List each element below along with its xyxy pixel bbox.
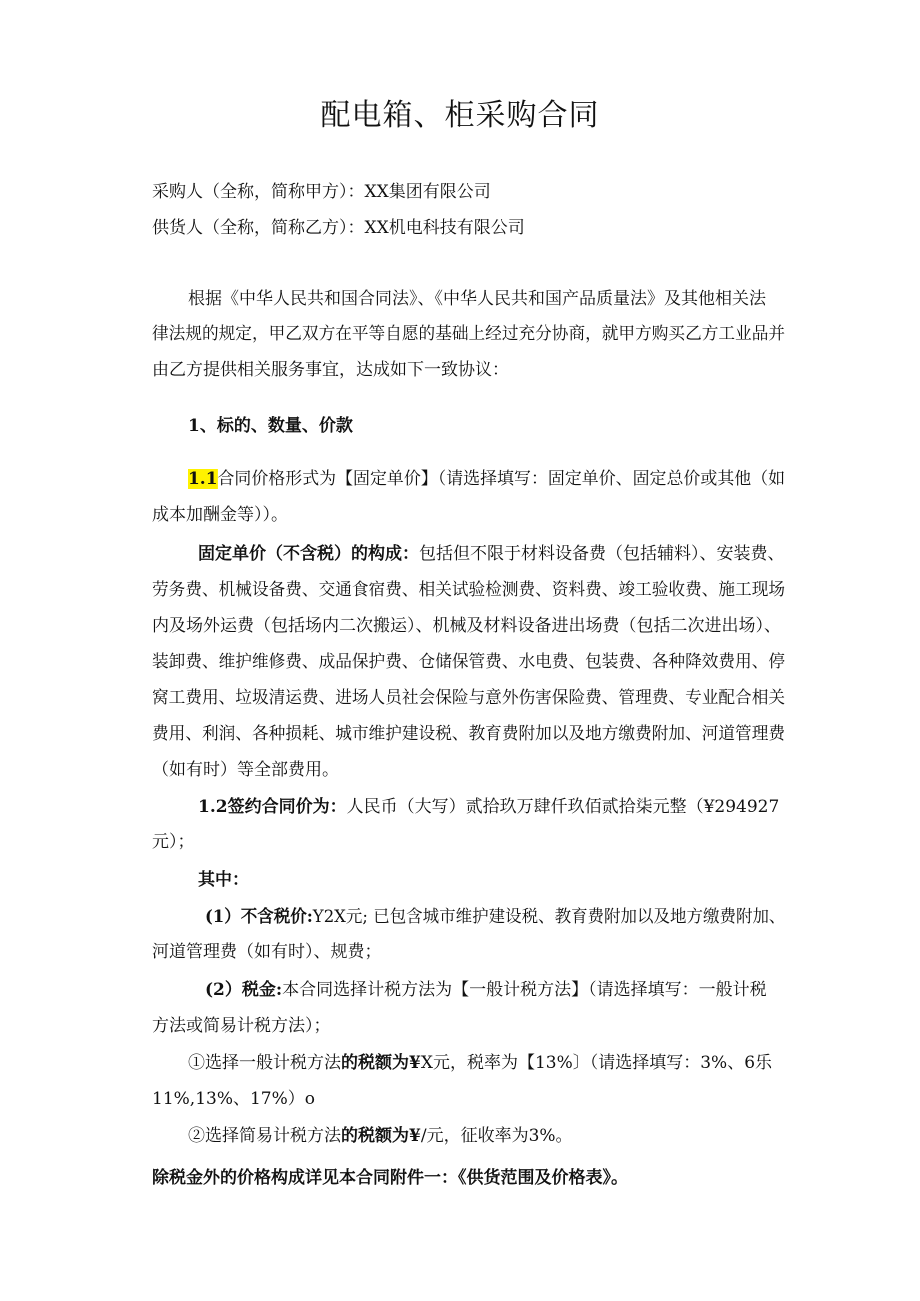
composition-label: 固定单价（不含税）的构成：	[198, 544, 419, 564]
option-1-bold: 的税额为¥	[341, 1053, 421, 1073]
clause-1-2-amount: 人民币（大写）贰拾玖万肆仟玖佰贰拾柒元整（¥294927	[346, 797, 780, 817]
option-1-line-2: 11%,13%、17%）o	[152, 1089, 315, 1109]
among-label: 其中：	[198, 870, 249, 890]
clause-1-1-line-2: 成本加酬金等））。	[152, 505, 288, 525]
composition-line-4: 装卸费、维护维修费、成品保护费、仓储保管费、水电费、包装费、各种降效费用、停	[152, 652, 786, 672]
composition-line-6: 费用、利润、各种损耗、城市维护建设税、教育费附加以及地方缴费附加、河道管理费	[152, 724, 786, 744]
item-2-label: (2）税金:	[205, 980, 283, 1000]
option-2-bold: 的税额为¥	[341, 1126, 421, 1146]
preamble-line-2: 律法规的规定，甲乙双方在平等自愿的基础上经过充分协商，就甲方购买乙方工业品并	[152, 324, 786, 344]
option-1-line-1	[188, 1051, 772, 1075]
item-2-line-2: 方法或简易计税方法）；	[152, 1016, 331, 1036]
preamble-line-3: 由乙方提供相关服务事宜，达成如下一致协议：	[152, 360, 509, 380]
item-1-label: (1）不含税价:	[205, 907, 313, 927]
option-2-post: /元，征收率为3%。	[420, 1126, 573, 1146]
buyer-line: 采购人（全称，简称甲方）：XX集团有限公司	[152, 182, 491, 202]
item-1-text: Y2X元; 已包含城市维护建设税、教育费附加以及地方缴费附加、	[312, 907, 786, 927]
document-title: 配电箱、柜采购合同	[320, 98, 600, 133]
composition-line-3: 内及场外运费（包括场内二次搬运）、机械及材料设备进出场费（包括二次进出场）、	[152, 616, 781, 636]
clause-1-1-number: 1.1	[188, 469, 218, 489]
preamble-line-1: 根据《中华人民共和国合同法》、《中华人民共和国产品质量法》及其他相关法	[188, 289, 766, 309]
clause-1-2-line-1	[198, 795, 779, 819]
composition-line-1	[198, 542, 785, 566]
closing-line: 除税金外的价格构成详见本合同附件一：《供货范围及价格表》。	[152, 1168, 628, 1188]
composition-line-5: 窝工费用、垃圾清运费、进场人员社会保险与意外伤害保险费、管理费、专业配合相关	[152, 688, 786, 708]
composition-line-7: （如有时）等全部费用。	[152, 760, 339, 780]
composition-text: 包括但不限于材料设备费（包括辅料）、安装费、	[419, 544, 785, 564]
item-2-line-1	[205, 978, 767, 1002]
supplier-line: 供货人（全称，简称乙方）：XX机电科技有限公司	[152, 218, 525, 238]
option-1-pre: ①选择一般计税方法	[188, 1053, 341, 1073]
composition-line-2: 劳务费、机械设备费、交通食宿费、相关试验检测费、资料费、竣工验收费、施工现场	[152, 580, 786, 600]
clause-1-2-line-2: 元）；	[152, 832, 195, 852]
option-2-pre: ②选择简易计税方法	[188, 1126, 341, 1146]
clause-1-1-text: 合同价格形式为【固定单价】（请选择填写：固定单价、固定总价或其他（如	[217, 469, 786, 489]
item-2-text: 本合同选择计税方法为【一般计税方法】（请选择填写：一般计税	[282, 980, 767, 1000]
item-1-line-2: 河道管理费（如有时）、规费；	[152, 942, 382, 962]
section-1-heading: 1、标的、数量、价款	[188, 416, 353, 436]
item-1-line-1	[205, 905, 785, 929]
option-1-post: X元，税率为【13%〕（请选择填写：3%、6乐	[420, 1053, 773, 1073]
option-2-line	[188, 1124, 573, 1148]
clause-1-2-label: 1.2签约合同价为：	[198, 797, 347, 817]
clause-1-1-line-1	[188, 467, 785, 491]
